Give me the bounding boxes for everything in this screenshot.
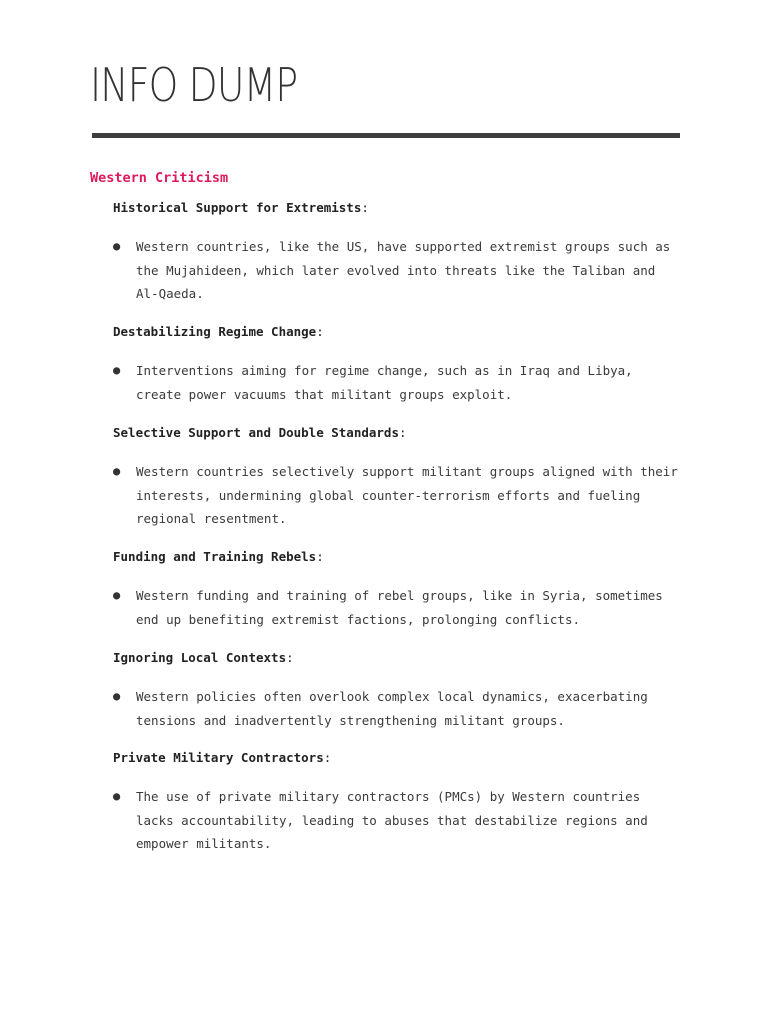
item-heading-text: Historical Support for Extremists <box>113 200 362 215</box>
bullet-icon: ● <box>113 689 121 703</box>
item-heading-colon: : <box>398 425 407 440</box>
item-heading-colon: : <box>361 200 369 215</box>
item-heading-text: Private Military Contractors <box>113 750 324 765</box>
item-heading-text: Ignoring Local Contexts <box>113 650 287 665</box>
bullet-text: Western funding and training of rebel groups, like in Syria, sometimes end up benefiting extremist factions, prolonging conflicts. <box>136 588 663 627</box>
bullet-icon: ● <box>113 588 121 602</box>
bullet-row <box>113 359 693 406</box>
item-heading <box>113 321 693 343</box>
item-heading-colon: : <box>316 549 324 564</box>
item-heading-text: Selective Support and Double Standards <box>113 425 399 440</box>
list-item <box>113 647 693 732</box>
bullet-row <box>113 785 693 856</box>
list-item <box>113 422 693 531</box>
item-heading <box>113 747 693 769</box>
item-heading-text: Destabilizing Regime Change <box>113 324 317 339</box>
bullet-text: Western countries, like the US, have supported extremist groups such as the Mujahideen, which later evolved into threats like the Taliban and Al-Qaeda. <box>136 239 671 301</box>
list-item <box>113 321 693 406</box>
bullet-row <box>113 584 693 631</box>
item-heading-text: Funding and Training Rebels <box>113 549 317 564</box>
bullet-text: Western policies often overlook complex local dynamics, exacerbating tensions and inadvertently strengthening militant groups. <box>136 689 648 728</box>
item-heading <box>113 647 693 669</box>
item-heading <box>113 546 693 568</box>
bullet-icon: ● <box>113 789 121 803</box>
section-heading: Western Criticism <box>90 170 229 186</box>
bullet-text: Interventions aiming for regime change, such as in Iraq and Libya, create power vacuums that militant groups exploit. <box>136 363 633 402</box>
bullet-icon: ● <box>113 464 121 478</box>
list-item <box>113 747 693 856</box>
item-heading <box>113 197 693 219</box>
bullet-icon: ● <box>113 239 121 253</box>
bullet-row <box>113 460 693 531</box>
item-heading-colon: : <box>286 650 294 665</box>
list-item <box>113 197 693 306</box>
title-divider <box>92 133 680 138</box>
item-heading-colon: : <box>323 750 332 765</box>
bullet-text: Western countries selectively support militant groups aligned with their interests, undermining global counter-terrorism efforts and fueling regional resentment. <box>136 464 678 526</box>
bullet-row <box>113 685 693 732</box>
bullet-icon: ● <box>113 363 121 377</box>
bullet-text: The use of private military contractors (PMCs) by Western countries lacks accountability, leading to abuses that destabilize regions and empower militants. <box>136 789 648 851</box>
bullet-row <box>113 235 693 306</box>
item-heading-colon: : <box>316 324 324 339</box>
list-item <box>113 546 693 631</box>
page-title: INFO DUMP <box>90 58 298 112</box>
item-heading <box>113 422 693 444</box>
